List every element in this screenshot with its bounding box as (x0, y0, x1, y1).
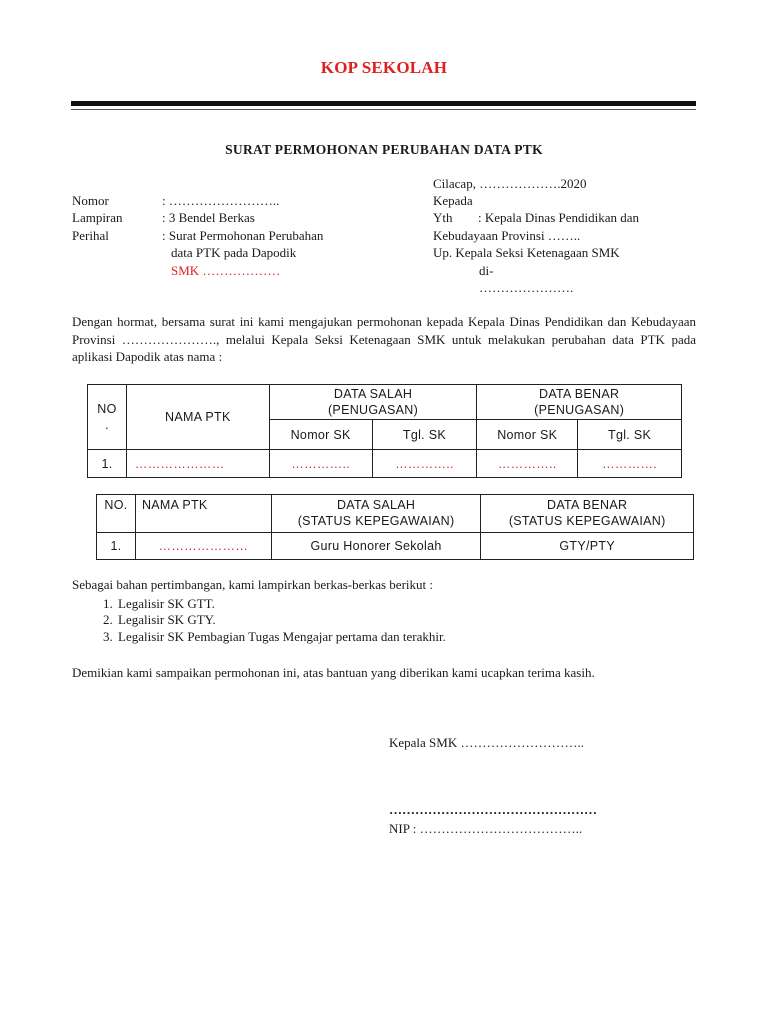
cell-data-benar: GTY/PTY (481, 533, 694, 560)
header-nama: NAMA PTK (135, 495, 271, 533)
cell-nomor-sk: ………….. (477, 450, 578, 478)
cell-no: 1. (97, 533, 136, 560)
letter-title: SURAT PERMOHONAN PERUBAHAN DATA PTK (225, 142, 543, 157)
attachments-intro: Sebagai bahan pertimbangan, kami lampirkan berkas-berkas berikut : (72, 577, 433, 592)
attachments-section (72, 577, 446, 645)
header-no (88, 385, 127, 450)
opening-paragraph: Dengan hormat, bersama surat ini kami mengajukan permohonan kepada Kepala Dinas Pendidikan dan Kebudayaan Provinsi …………………., melalui Kepala Seksi Ketenagaan SMK untuk melakukan perubahan data PTK pada aplikasi Dapodik atas nama : (72, 314, 696, 364)
letterhead-rule-thick (71, 101, 696, 106)
header-data-salah-line1: DATA SALAH (336, 498, 416, 512)
cell-nama: ………………… (126, 450, 269, 478)
perihal-value-line1: : Surat Permohonan Perubahan (162, 228, 324, 243)
header-no-dot: . (105, 418, 109, 432)
cell-data-salah: Guru Honorer Sekolah (271, 533, 481, 560)
signature-name-line: ………………………………………… (389, 802, 597, 817)
cell-nama: ………………… (135, 533, 271, 560)
header-data-salah (271, 495, 481, 533)
header-data-salah (269, 385, 477, 420)
kepada-label: Kepada (433, 193, 473, 208)
attachment-item: 1. Legalisir SK GTT. (116, 596, 446, 613)
subheader-nomor-sk: Nomor SK (477, 420, 578, 450)
header-data-benar-line1: DATA BENAR (539, 387, 620, 401)
lampiran-label: Lampiran (72, 210, 123, 225)
header-no-label: NO (97, 402, 117, 416)
perihal-value-line2: data PTK pada Dapodik (171, 245, 297, 260)
cell-tgl-sk: ………….. (372, 450, 477, 478)
subheader-tgl-sk: Tgl. SK (578, 420, 682, 450)
lampiran-value: : 3 Bendel Berkas (162, 210, 255, 225)
address-line2: Kebudayaan Provinsi …….. (433, 228, 581, 243)
table-status-kepegawaian (96, 494, 694, 560)
letterhead-rule-thin (71, 109, 696, 110)
header-data-salah-line1: DATA SALAH (333, 387, 413, 401)
yth-label: Yth (433, 210, 453, 225)
attachment-item: 2. Legalisir SK GTY. (116, 612, 446, 629)
header-data-salah-line2: (STATUS KEPEGAWAIAN) (297, 514, 455, 528)
cell-nomor-sk: ………….. (269, 450, 372, 478)
signature-role: Kepala SMK ……………………….. (389, 735, 584, 750)
cell-tgl-sk: …………. (578, 450, 682, 478)
table-penugasan (87, 384, 682, 478)
address-di: di- (479, 263, 494, 278)
header-nama: NAMA PTK (126, 385, 269, 450)
attachment-item: 3. Legalisir SK Pembagian Tugas Mengajar pertama dan terakhir. (116, 629, 446, 646)
subheader-nomor-sk: Nomor SK (269, 420, 372, 450)
header-data-benar (481, 495, 694, 533)
closing-paragraph: Demikian kami sampaikan permohonan ini, atas bantuan yang diberikan kami ucapkan terima kasih. (72, 665, 595, 680)
nomor-label: Nomor (72, 193, 109, 208)
header-data-benar-line2: (STATUS KEPEGAWAIAN) (508, 514, 666, 528)
header-data-benar (477, 385, 682, 420)
address-dots: …………………. (479, 280, 574, 295)
header-data-benar-line2: (PENUGASAN) (534, 403, 625, 417)
place-date: Cilacap, ……………….2020 (433, 176, 587, 191)
signature-nip: NIP : ……………………………….. (389, 821, 583, 836)
subheader-tgl-sk: Tgl. SK (372, 420, 477, 450)
nomor-value: : …………………….. (162, 193, 280, 208)
cell-no: 1. (88, 450, 127, 478)
letterhead-title: KOP SEKOLAH (320, 58, 448, 77)
attachments-list (72, 596, 446, 646)
header-no: NO. (97, 495, 136, 533)
yth-value: : Kepala Dinas Pendidikan dan (478, 210, 640, 225)
header-data-benar-line1: DATA BENAR (547, 498, 628, 512)
address-line3: Up. Kepala Seksi Ketenagaan SMK (433, 245, 620, 260)
header-data-salah-line2: (PENUGASAN) (327, 403, 419, 417)
perihal-value-line3: SMK ……………… (171, 263, 281, 278)
perihal-label: Perihal (72, 228, 109, 243)
